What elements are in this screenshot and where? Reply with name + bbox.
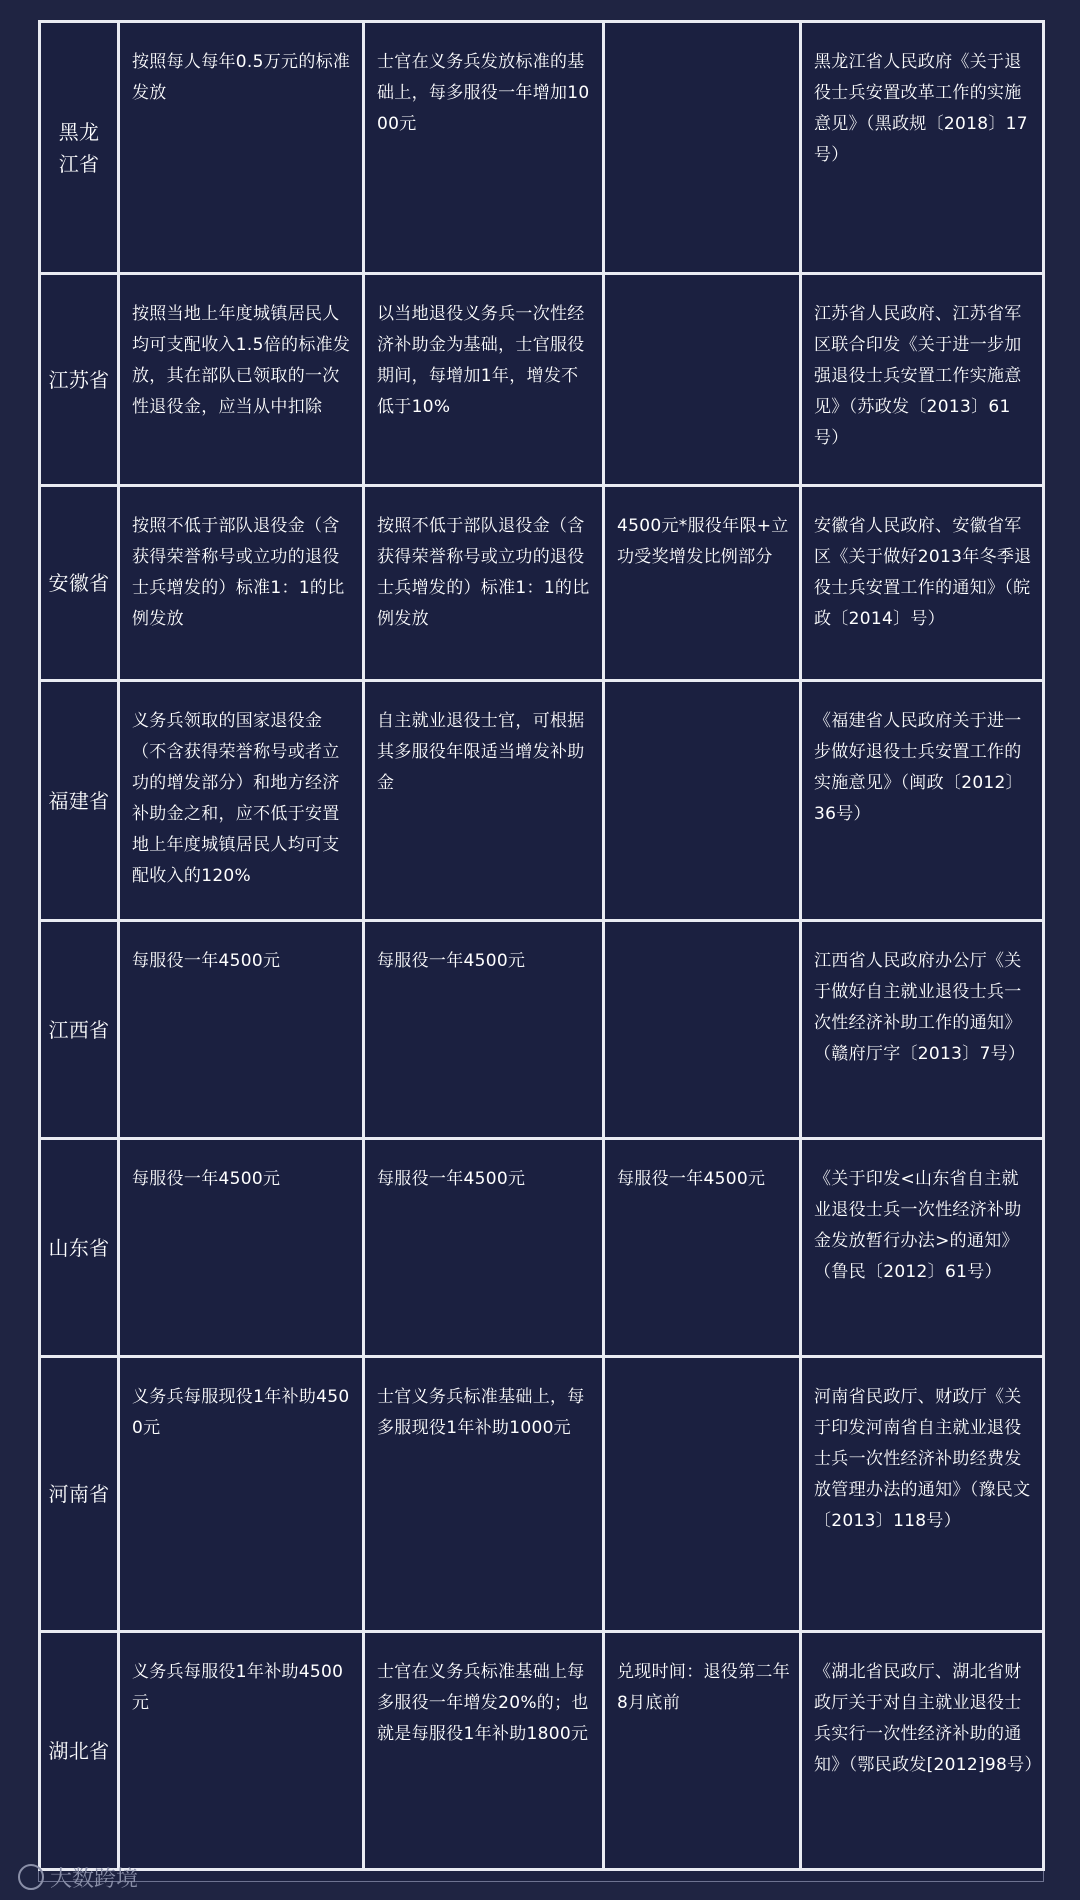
province-name: 山东省 <box>48 1235 110 1260</box>
policy-table <box>38 20 1045 1871</box>
province-cell <box>40 1139 119 1357</box>
province-cell <box>40 1632 119 1870</box>
table-cell: 每服役一年4500元 <box>119 1139 364 1357</box>
table-cell: 兑现时间：退役第二年8月底前 <box>604 1632 801 1870</box>
table-cell: 义务兵领取的国家退役金（不含获得荣誉称号或者立功的增发部分）和地方经济补助金之和，应不低于安置地上年度城镇居民人均可支配收入的120% <box>119 681 364 921</box>
table-cell <box>604 1357 801 1632</box>
watermark <box>18 1862 138 1893</box>
province-name: 黑龙 江省 <box>58 119 100 176</box>
table-cell: 按照当地上年度城镇居民人均可支配收入1.5倍的标准发放，其在部队已领取的一次性退役金，应当从中扣除 <box>119 274 364 486</box>
table-cell: 按照不低于部队退役金（含获得荣誉称号或立功的退役士兵增发的）标准1：1的比例发放 <box>119 486 364 681</box>
province-name: 湖北省 <box>48 1738 110 1763</box>
table-row <box>40 1139 1044 1357</box>
table-cell: 江西省人民政府办公厅《关于做好自主就业退役士兵一次性经济补助工作的通知》（赣府厅字〔2013〕7号） <box>801 921 1044 1139</box>
table-cell: 士官在义务兵发放标准的基础上，每多服役一年增加1000元 <box>364 22 604 274</box>
watermark-text: 大数跨境 <box>50 1867 139 1892</box>
table-cell: 士官在义务兵标准基础上每多服役一年增发20%的；也就是每服役1年补助1800元 <box>364 1632 604 1870</box>
table-row <box>40 274 1044 486</box>
table-row <box>40 1357 1044 1632</box>
table-row <box>40 22 1044 274</box>
table-cell: 义务兵每服现役1年补助4500元 <box>119 1357 364 1632</box>
table-cell: 每服役一年4500元 <box>364 1139 604 1357</box>
table-cell <box>604 274 801 486</box>
table-cell: 每服役一年4500元 <box>119 921 364 1139</box>
province-name: 江苏省 <box>48 367 110 392</box>
table-cell: 义务兵每服役1年补助4500元 <box>119 1632 364 1870</box>
province-name: 福建省 <box>48 788 110 813</box>
table-cell: 4500元*服役年限+立功受奖增发比例部分 <box>604 486 801 681</box>
province-cell <box>40 1357 119 1632</box>
table-row <box>40 681 1044 921</box>
table-row <box>40 1632 1044 1870</box>
table-cell: 安徽省人民政府、安徽省军区《关于做好2013年冬季退役士兵安置工作的通知》（皖政〔2014〕号） <box>801 486 1044 681</box>
province-cell <box>40 22 119 274</box>
table-cell: 按照不低于部队退役金（含获得荣誉称号或立功的退役士兵增发的）标准1：1的比例发放 <box>364 486 604 681</box>
brand-logo-icon <box>18 1864 44 1890</box>
province-name: 江西省 <box>48 1017 110 1042</box>
table-cell: 黑龙江省人民政府《关于退役士兵安置改革工作的实施意见》（黑政规〔2018〕17号） <box>801 22 1044 274</box>
table-row <box>40 486 1044 681</box>
table-row <box>40 921 1044 1139</box>
province-name: 安徽省 <box>48 571 110 595</box>
table-cell: 河南省民政厅、财政厅《关于印发河南省自主就业退役士兵一次性经济补助经费发放管理办法的通知》（豫民文〔2013〕118号） <box>801 1357 1044 1632</box>
province-cell <box>40 921 119 1139</box>
province-name: 河南省 <box>48 1482 110 1506</box>
table-cell: 按照每人每年0.5万元的标准发放 <box>119 22 364 274</box>
table-cell: 士官义务兵标准基础上，每多服现役1年补助1000元 <box>364 1357 604 1632</box>
table-cell: 江苏省人民政府、江苏省军区联合印发《关于进一步加强退役士兵安置工作实施意见》（苏政发〔2013〕61号） <box>801 274 1044 486</box>
table-cell: 《福建省人民政府关于进一步做好退役士兵安置工作的实施意见》（闽政〔2012〕36号） <box>801 681 1044 921</box>
table-cell: 自主就业退役士官，可根据其多服役年限适当增发补助金 <box>364 681 604 921</box>
province-cell <box>40 486 119 681</box>
province-cell <box>40 681 119 921</box>
table-cell: 每服役一年4500元 <box>364 921 604 1139</box>
table-cell <box>604 681 801 921</box>
table-cell: 《关于印发<山东省自主就业退役士兵一次性经济补助金发放暂行办法>的通知》（鲁民〔2012〕61号） <box>801 1139 1044 1357</box>
table-cell <box>604 921 801 1139</box>
province-cell <box>40 274 119 486</box>
table-cell: 以当地退役义务兵一次性经济补助金为基础，士官服役期间，每增加1年，增发不低于10% <box>364 274 604 486</box>
table-cell: 《湖北省民政厅、湖北省财政厅关于对自主就业退役士兵实行一次性经济补助的通知》（鄂民政发[2012]98号） <box>801 1632 1044 1870</box>
table-cell: 每服役一年4500元 <box>604 1139 801 1357</box>
table-cell <box>604 22 801 274</box>
